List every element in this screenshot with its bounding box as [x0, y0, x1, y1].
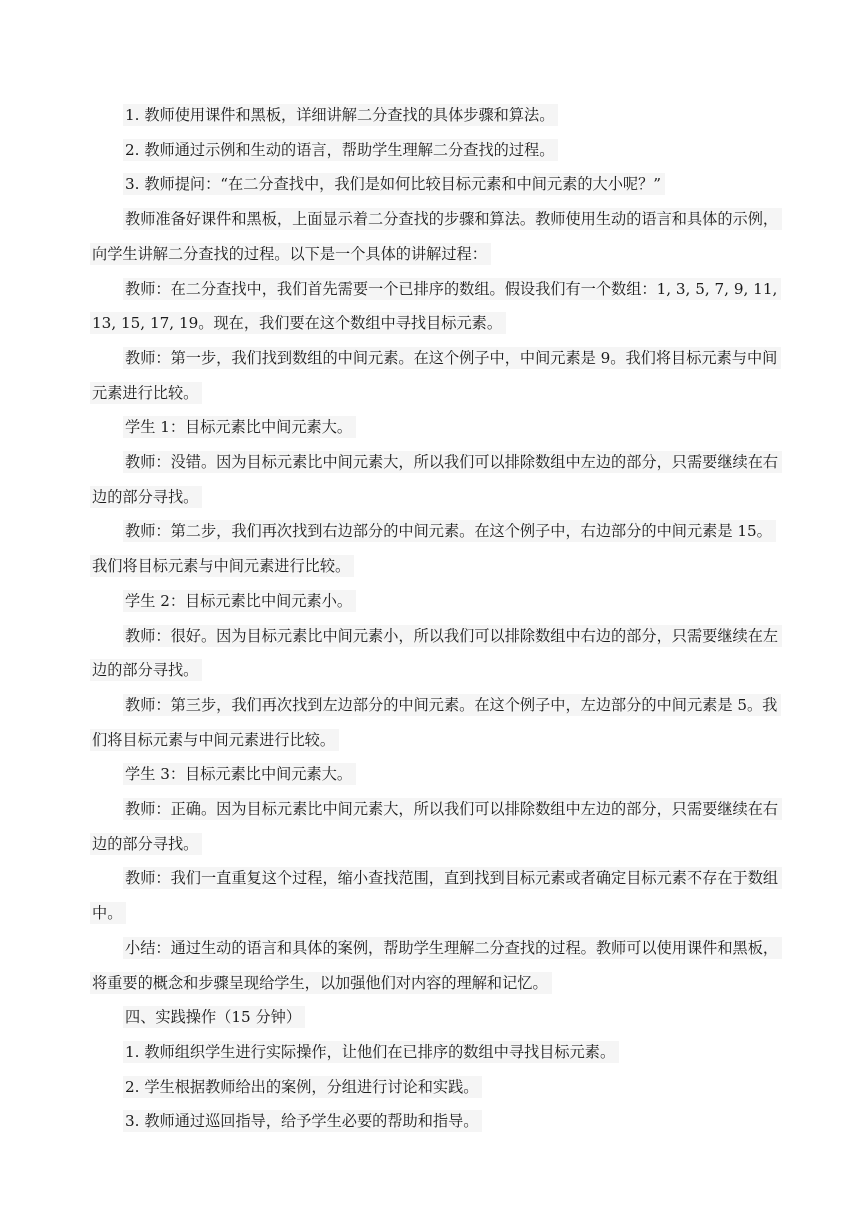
teacher-paragraph [90, 514, 782, 583]
paragraph-text: 学生 3：目标元素比中间元素大。 [123, 763, 356, 785]
section-heading [90, 1000, 782, 1035]
paragraph-text: 学生 1：目标元素比中间元素大。 [123, 416, 356, 438]
paragraph-text: 学生 2：目标元素比中间元素小。 [123, 590, 356, 612]
step-2-paragraph [90, 133, 782, 168]
paragraph-text: 小结：通过生动的语言和具体的案例，帮助学生理解二分查找的过程。教师可以使用课件和黑板，将重要的概念和步骤呈现给学生，以加强他们对内容的理解和记忆。 [90, 937, 782, 994]
paragraph-text: 2. 教师通过示例和生动的语言，帮助学生理解二分查找的过程。 [123, 139, 558, 161]
teacher-paragraph [90, 445, 782, 514]
teacher-paragraph [90, 792, 782, 861]
document-body [90, 98, 782, 1139]
student-paragraph [90, 757, 782, 792]
paragraph-text: 3. 教师提问：“在二分查找中，我们是如何比较目标元素和中间元素的大小呢？” [123, 173, 665, 195]
paragraph-text: 1. 教师使用课件和黑板，详细讲解二分查找的具体步骤和算法。 [123, 104, 558, 126]
paragraph-text: 教师准备好课件和黑板，上面显示着二分查找的步骤和算法。教师使用生动的语言和具体的示例，向学生讲解二分查找的过程。以下是一个具体的讲解过程： [90, 208, 782, 265]
teacher-paragraph [90, 861, 782, 930]
teacher-paragraph [90, 688, 782, 757]
paragraph-text: 教师：很好。因为目标元素比中间元素小，所以我们可以排除数组中右边的部分，只需要继续在左边的部分寻找。 [90, 625, 782, 682]
paragraph-text: 1. 教师组织学生进行实际操作，让他们在已排序的数组中寻找目标元素。 [123, 1041, 619, 1063]
step-1-paragraph [90, 98, 782, 133]
teacher-paragraph [90, 341, 782, 410]
step-3-paragraph [90, 167, 782, 202]
paragraph-text: 教师：第三步，我们再次找到左边部分的中间元素。在这个例子中，左边部分的中间元素是 5。我们将目标元素与中间元素进行比较。 [90, 694, 781, 751]
intro-paragraph [90, 202, 782, 271]
paragraph-text: 教师：没错。因为目标元素比中间元素大，所以我们可以排除数组中左边的部分，只需要继续在右边的部分寻找。 [90, 451, 782, 508]
teacher-paragraph [90, 272, 782, 341]
paragraph-text: 2. 学生根据教师给出的案例，分组进行讨论和实践。 [123, 1076, 482, 1098]
practice-step-1 [90, 1035, 782, 1070]
student-paragraph [90, 410, 782, 445]
practice-step-2 [90, 1070, 782, 1105]
paragraph-text: 教师：第二步，我们再次找到右边部分的中间元素。在这个例子中，右边部分的中间元素是 15。我们将目标元素与中间元素进行比较。 [90, 520, 776, 577]
paragraph-text: 四、实践操作（15 分钟） [123, 1006, 305, 1028]
paragraph-text: 教师：我们一直重复这个过程，缩小查找范围，直到找到目标元素或者确定目标元素不存在于数组中。 [90, 867, 782, 924]
paragraph-text: 3. 教师通过巡回指导，给予学生必要的帮助和指导。 [123, 1110, 482, 1132]
practice-step-3 [90, 1104, 782, 1139]
summary-paragraph [90, 931, 782, 1000]
student-paragraph [90, 584, 782, 619]
paragraph-text: 教师：正确。因为目标元素比中间元素大，所以我们可以排除数组中左边的部分，只需要继续在右边的部分寻找。 [90, 798, 782, 855]
paragraph-text: 教师：第一步，我们找到数组的中间元素。在这个例子中，中间元素是 9。我们将目标元素与中间元素进行比较。 [90, 347, 781, 404]
paragraph-text: 教师：在二分查找中，我们首先需要一个已排序的数组。假设我们有一个数组：1, 3, 5, 7, 9, 11, 13, 15, 17, 19。现在，我们要在这个数组中寻找目标元素。 [90, 278, 781, 335]
teacher-paragraph [90, 619, 782, 688]
